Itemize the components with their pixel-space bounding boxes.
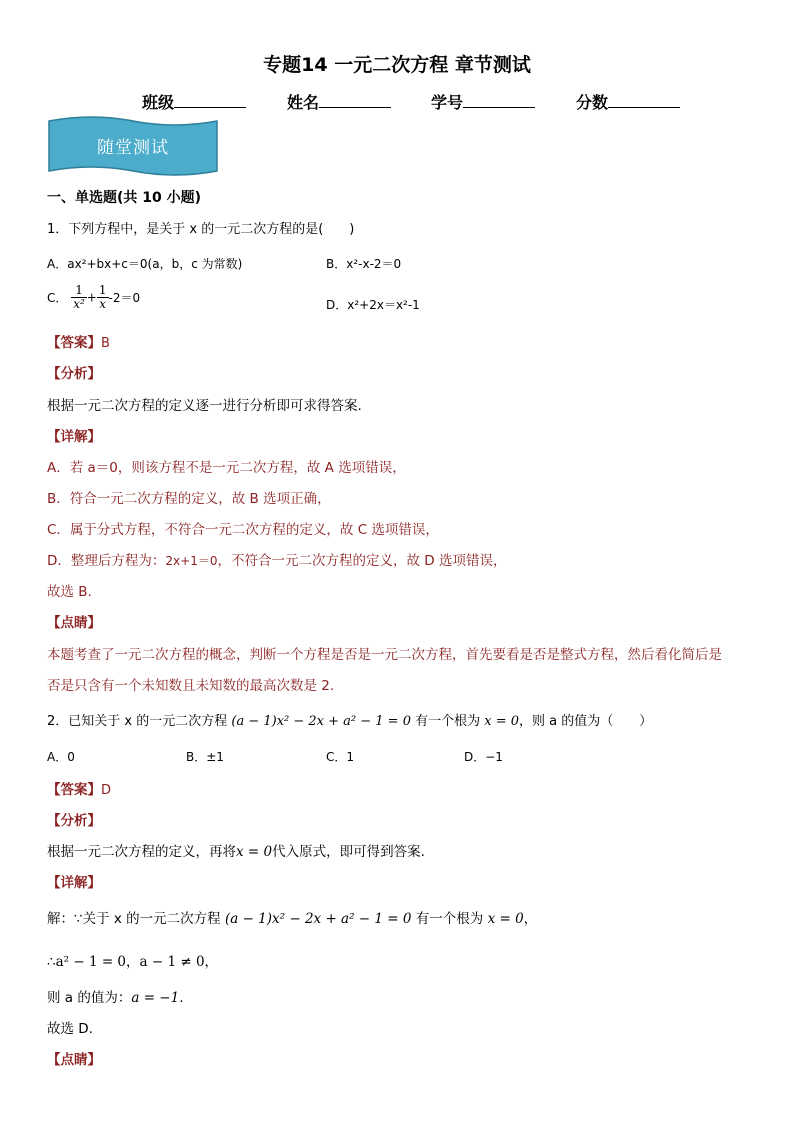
- score-blank: [608, 93, 680, 108]
- q1-option-a: A．ax²+bx+c＝0(a，b，c 为常数): [47, 257, 243, 271]
- q1-frac1-numerator: 1: [71, 284, 87, 298]
- banner-label: 随堂测试: [97, 138, 169, 158]
- q2-stem: [47, 710, 652, 729]
- q2-option-c: C．1: [326, 750, 355, 764]
- q2-solution-line3: [47, 986, 184, 1006]
- q1-option-c: [47, 284, 140, 311]
- q2-solution-line2: ∴a² − 1 = 0，a − 1 ≠ 0，: [47, 954, 219, 970]
- q2-stem-equation: (a − 1)x² − 2x + a² − 1 = 0: [231, 714, 411, 729]
- q1-detail-d-eq: 2x+1＝0: [165, 554, 218, 568]
- q1-detail-d: [47, 549, 506, 569]
- section-title: 一、单选题(共 10 小题): [47, 190, 202, 206]
- q1-detail-a: A．若 a＝0，则该方程不是一元二次方程，故 A 选项错误，: [47, 460, 406, 476]
- score-label: 分数: [576, 93, 609, 112]
- q1-comment-label: 【点睛】: [47, 615, 101, 631]
- q2-option-b: B．±1: [186, 750, 224, 764]
- q2-answer: [47, 778, 111, 798]
- q2-stem-suffix: ，则 a 的值为（ ）: [519, 714, 653, 729]
- q2-comment-label: 【点睛】: [47, 1052, 101, 1068]
- q2-analysis-eq: x = 0: [236, 844, 273, 860]
- class-field: [142, 90, 246, 113]
- q1-option-c-plus: +: [86, 290, 97, 305]
- q2-sol1-equation: (a − 1)x² − 2x + a² − 1 = 0: [224, 911, 412, 927]
- q1-frac2-numerator: 1: [98, 283, 107, 297]
- q2-stem-root: x = 0: [484, 714, 520, 729]
- q1-option-c-prefix: C．: [47, 291, 68, 305]
- q2-analysis-prefix: 根据一元二次方程的定义，再将: [47, 844, 236, 860]
- q1-answer-value: B: [101, 336, 110, 351]
- id-field: [431, 90, 535, 113]
- q2-sol3-suffix: .: [179, 990, 184, 1006]
- q2-analysis-suffix: 代入原式，即可得到答案.: [272, 844, 425, 860]
- q2-sol1-mid: 有一个根为: [415, 911, 484, 927]
- q2-stem-prefix: 2．已知关于 x 的一元二次方程: [47, 714, 228, 729]
- class-label: 班级: [142, 93, 175, 112]
- q1-option-c-frac2: [97, 284, 109, 311]
- q2-sol1-root: x = 0: [487, 911, 524, 927]
- q2-sol3-eq: a = −1: [131, 990, 180, 1006]
- q2-detail-label: 【详解】: [47, 875, 101, 891]
- q1-comment-line2: 否是只含有一个未知数且未知数的最高次数是 2.: [47, 678, 335, 694]
- q2-conclusion: 故选 D.: [47, 1021, 93, 1037]
- q2-option-a: A．0: [47, 750, 75, 764]
- q1-option-d: D．x²+2x＝x²-1: [326, 298, 420, 312]
- q1-analysis-text: 根据一元二次方程的定义逐一进行分析即可求得答案.: [47, 398, 362, 414]
- q2-analysis-text: [47, 840, 425, 860]
- q1-analysis-label: 【分析】: [47, 366, 101, 382]
- q1-detail-b: B．符合一元二次方程的定义，故 B 选项正确，: [47, 491, 331, 507]
- q1-conclusion: 故选 B.: [47, 584, 92, 600]
- q2-solution-line1: [47, 907, 537, 927]
- q1-detail-c: C．属于分式方程，不符合一元二次方程的定义，故 C 选项错误，: [47, 522, 439, 538]
- q1-detail-d-suffix: ，不符合一元二次方程的定义，故 D 选项错误，: [217, 553, 507, 569]
- q2-sol3-prefix: 则 a 的值为：: [47, 990, 132, 1006]
- q1-frac1-denominator: x²: [73, 297, 85, 311]
- q1-option-b: B．x²-x-2＝0: [326, 257, 402, 271]
- q2-analysis-label: 【分析】: [47, 813, 101, 829]
- q1-frac2-denominator: x: [99, 297, 107, 311]
- q1-detail-label: 【详解】: [47, 429, 101, 445]
- name-blank: [319, 93, 391, 108]
- q1-answer-label: 【答案】: [47, 335, 101, 351]
- name-field: [287, 90, 391, 113]
- class-blank: [174, 93, 246, 108]
- q2-option-d: D．−1: [464, 750, 503, 764]
- q1-option-c-frac1: [71, 284, 87, 311]
- q1-detail-d-prefix: D．整理后方程为：: [47, 553, 166, 569]
- score-field: [576, 90, 680, 113]
- q2-answer-label: 【答案】: [47, 782, 101, 798]
- q1-answer: [47, 331, 110, 351]
- q2-sol1-suffix: ，: [523, 911, 538, 927]
- q2-stem-mid: 有一个根为: [415, 714, 481, 729]
- page-title: 专题14 一元二次方程 章节测试: [263, 54, 531, 76]
- id-blank: [463, 93, 535, 108]
- q2-sol1-prefix: 解：∵关于 x 的一元二次方程: [47, 911, 221, 927]
- q1-comment-line1: 本题考查了一元二次方程的概念，判断一个方程是否是一元二次方程，首先要看是否是整式方程，然后看化简后是: [47, 647, 722, 663]
- q1-option-c-suffix: -2＝0: [108, 291, 141, 305]
- q1-stem: 1．下列方程中，是关于 x 的一元二次方程的是( ): [47, 222, 355, 237]
- name-label: 姓名: [287, 93, 320, 112]
- id-label: 学号: [431, 93, 464, 112]
- q2-answer-value: D: [101, 783, 112, 798]
